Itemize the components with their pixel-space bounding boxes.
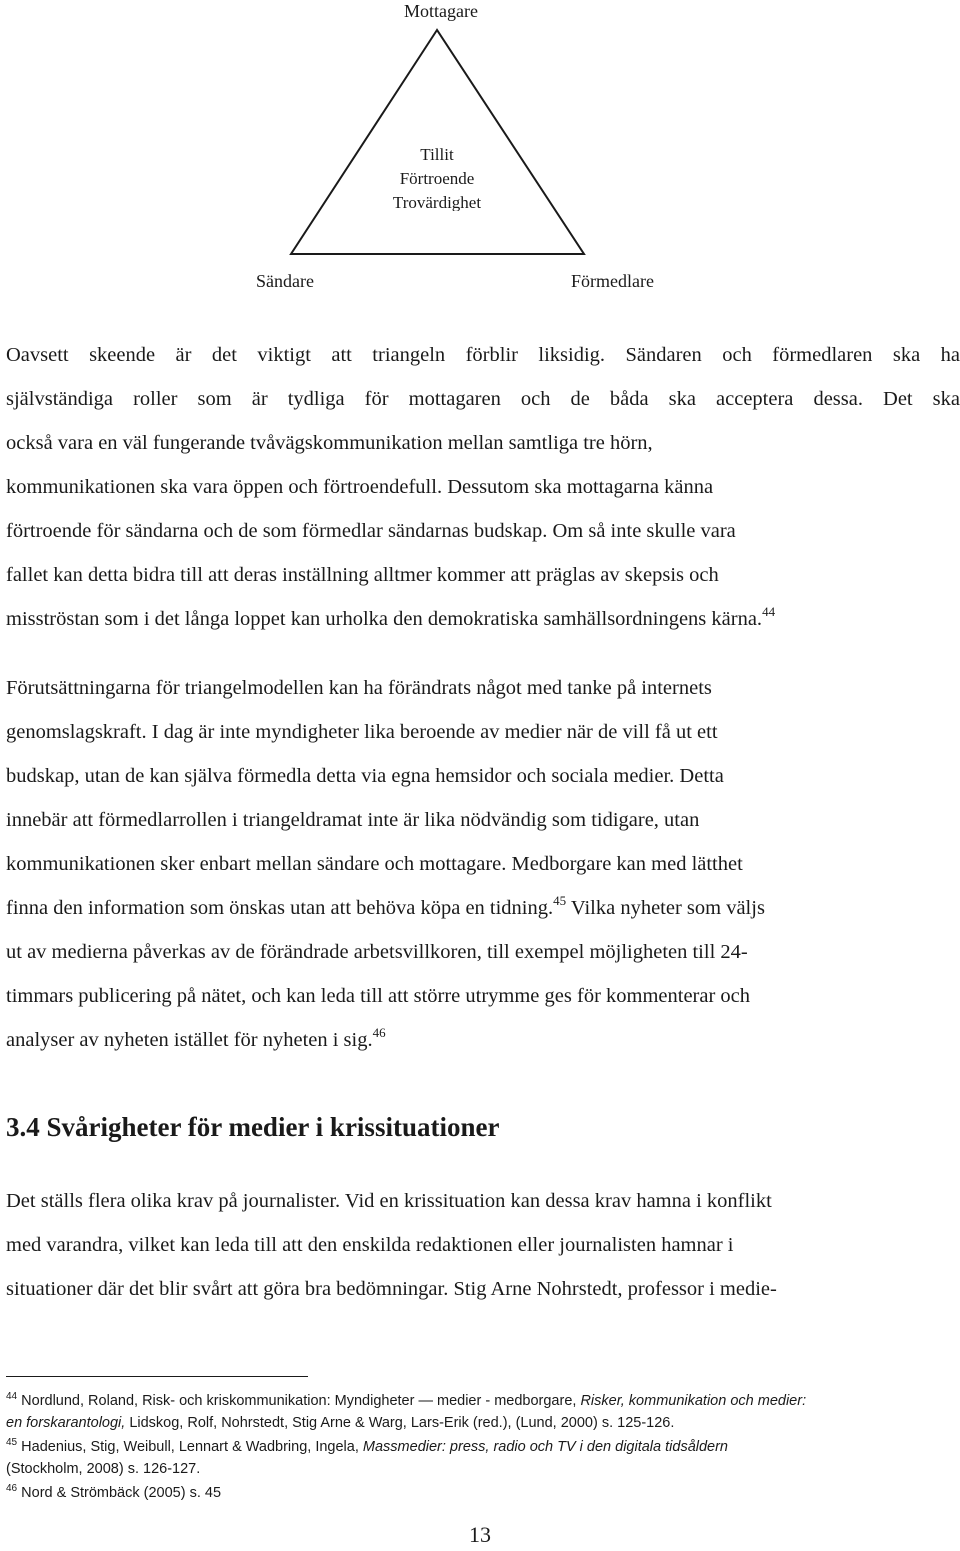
text-line: förtroende för sändarna och de som förmedlar sändarnas budskap. Om så inte skulle vara (6, 520, 736, 542)
footnote-line (6, 1482, 960, 1504)
footnote-line: (Stockholm, 2008) s. 126-127. (6, 1461, 201, 1477)
footnote-text: Nord & Strömbäck (2005) s. 45 (21, 1485, 222, 1501)
text-line: Förutsättningarna för triangelmodellen kan ha förändrats något med tanke på internets (6, 677, 712, 699)
footnote-text: Hadenius, Stig, Weibull, Lennart & Wadbring, Ingela, (21, 1439, 363, 1455)
footnote-text: Nordlund, Roland, Risk- och kriskommunikation: Myndigheter — medier - medborgare, (21, 1393, 581, 1409)
diagram-label-sandare: Sändare (256, 271, 314, 291)
footnote-number: 46 (6, 1483, 18, 1494)
text-segment: analyser av nyheten istället för nyheten i sig. (6, 1029, 373, 1051)
footnote-number: 44 (6, 1391, 18, 1402)
text-line (6, 886, 960, 930)
paragraph-3 (6, 1179, 960, 1311)
footnote-line (6, 1412, 960, 1434)
footnote-45 (6, 1436, 960, 1480)
page-number: 13 (469, 1522, 491, 1547)
text-line: innebär att förmedlarrollen i triangeldramat inte är lika nödvändig som tidigare, utan (6, 809, 700, 831)
footnote-ref[interactable]: 45 (553, 893, 567, 908)
diagram-center-label: Förtroende (399, 169, 475, 188)
text-line: kommunikationen ska vara öppen och förtroendefull. Dessutom ska mottagarna känna (6, 476, 714, 498)
text-segment: Vilka nyheter som väljs (566, 897, 765, 919)
text-line: genomslagskraft. I dag är inte myndigheter lika beroende av medier när de vill få ut ett (6, 721, 718, 743)
text-line: ut av medierna påverkas av de förändrade arbetsvillkoren, till exempel möjligheten till 24- (6, 941, 748, 963)
paragraph-1 (6, 333, 960, 641)
diagram-center-label: Trovärdighet (392, 193, 482, 211)
footnote-text: Lidskog, Rolf, Nohrstedt, Stig Arne & Warg, Lars-Erik (red.), (Lund, 2000) s. 125-126. (125, 1415, 675, 1431)
footnote-ref[interactable]: 46 (372, 1025, 386, 1040)
text-line: också vara en väl fungerande tvåvägskommunikation mellan samtliga tre hörn, (6, 432, 653, 454)
diagram-center-label: Tillit (420, 145, 454, 164)
footnote-44 (6, 1390, 960, 1434)
diagram-label-mottagare: Mottagare (404, 1, 478, 21)
footnote-46 (6, 1482, 960, 1504)
triangle-outline (291, 30, 584, 254)
text-segment: finna den information som önskas utan att behöva köpa en tidning. (6, 897, 554, 919)
text-line: med varandra, vilket kan leda till att den enskilda redaktionen eller journalisten hamnar i (6, 1234, 734, 1256)
text-line: Oavsett skeende är det viktigt att triangeln förblir liksidig. Sändaren och förmedlaren ska ha (6, 344, 960, 366)
footnote-number: 45 (6, 1437, 18, 1448)
footnote-ref[interactable]: 44 (762, 604, 776, 619)
text-line (6, 597, 960, 641)
text-line: kommunikationen sker enbart mellan sändare och mottagare. Medborgare kan med lätthet (6, 853, 743, 875)
text-line: självständiga roller som är tydliga för mottagaren och de båda ska acceptera dessa. Det ska (6, 388, 960, 410)
text-line: Det ställs flera olika krav på journalister. Vid en krissituation kan dessa krav hamna i konflikt (6, 1190, 772, 1212)
footnote-separator (6, 1376, 308, 1377)
text-line: situationer där det blir svårt att göra bra bedömningar. Stig Arne Nohrstedt, professor i medie- (6, 1278, 777, 1300)
text-line: timmars publicering på nätet, och kan leda till att större utrymme ges för kommenterar och (6, 985, 751, 1007)
text-line: fallet kan detta bidra till att deras inställning alltmer kommer att präglas av skepsis och (6, 564, 719, 586)
footnote-line (6, 1436, 960, 1458)
text-line: budskap, utan de kan själva förmedla detta via egna hemsidor och sociala medier. Detta (6, 765, 724, 787)
diagram-label-formedlare: Förmedlare (571, 271, 654, 291)
footnote-title: Massmedier: press, radio och TV i den digitala tidsåldern (362, 1439, 728, 1455)
footnote-line (6, 1390, 960, 1412)
footnote-title: en forskarantologi, (6, 1415, 126, 1431)
footnote-title: Risker, kommunikation och medier: (580, 1393, 807, 1409)
paragraph-2 (6, 666, 960, 1062)
diagram-center-labels (330, 143, 544, 211)
text-line (6, 1018, 960, 1062)
section-heading: 3.4 Svårigheter för medier i krissituationer (6, 1112, 500, 1142)
text-segment: misströstan som i det långa loppet kan urholka den demokratiska samhällsordningens kärna. (6, 608, 763, 630)
